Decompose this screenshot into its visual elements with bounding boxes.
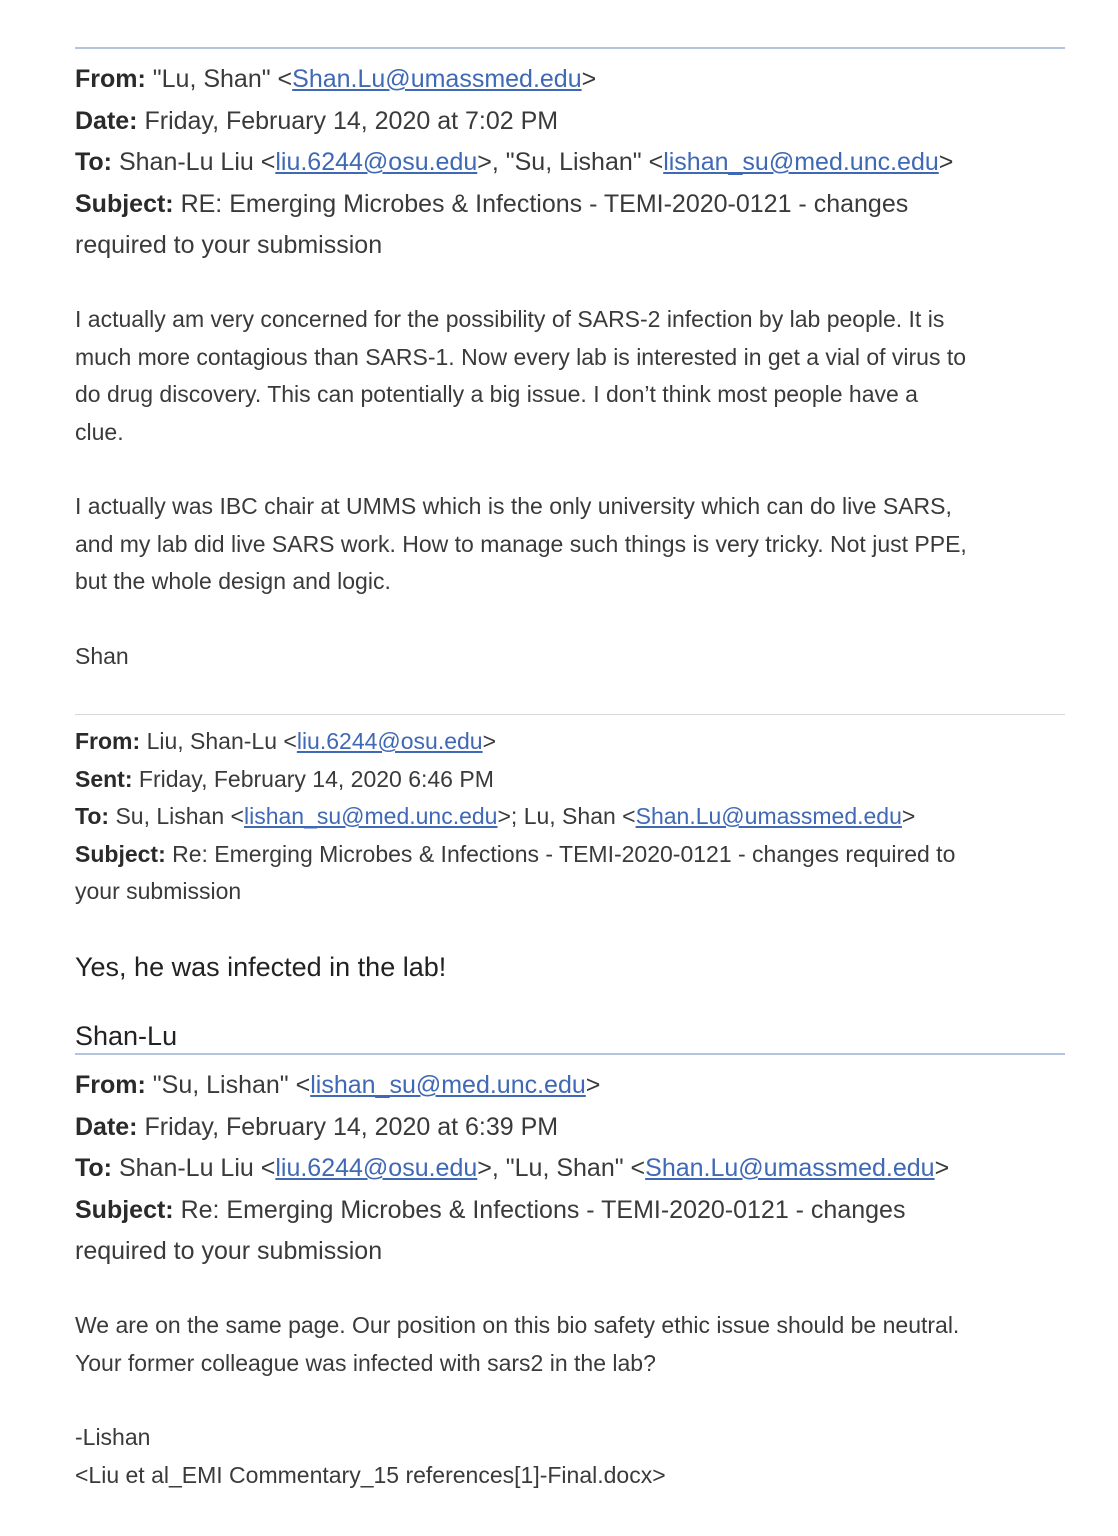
date-value: Friday, February 14, 2020 at 6:39 PM [144,1112,559,1141]
email3-subject-row-2 [75,1231,1065,1273]
email1-body [75,301,1065,451]
to-email-link[interactable]: lishan_su@med.unc.edu [243,803,498,829]
date-label: Date: [75,1112,138,1141]
email2-sent-row [75,761,1065,799]
email1-header [75,59,1065,267]
to-name: Shan-Lu Liu < [118,1154,276,1182]
email3-signature [75,1419,1065,1494]
body-line: do drug discovery. This can potentially a big issue. I don’t think most people have a [75,381,918,407]
to-name: >; Lu, Shan < [497,803,636,829]
email1-date-row [75,101,1065,143]
body-line: I actually was IBC chair at UMMS which is the only university which can do live SARS, [75,493,952,519]
email2-from-row [75,723,1065,761]
email1-body-2 [75,488,1065,601]
email2-subject-row [75,836,1065,874]
to-name: Shan-Lu Liu < [118,148,276,176]
to-email-link[interactable]: Shan.Lu@umassmed.edu [635,803,902,829]
subject-label: Subject: [75,1195,174,1224]
email3-header [75,1065,1065,1273]
to-email-link[interactable]: Shan.Lu@umassmed.edu [645,1154,935,1182]
to-email-link[interactable]: liu.6244@osu.edu [275,148,478,176]
email1-subject-row [75,184,1065,226]
to-label: To: [75,1154,113,1182]
from-label: From: [75,1071,146,1099]
email2-subject-row-2 [75,873,1065,911]
from-close: > [585,1071,601,1099]
to-label: To: [75,803,110,829]
email3-body [75,1307,1065,1382]
attachment-link[interactable]: <Liu et al_EMI Commentary_15 references[1]-Final.docx> [75,1461,666,1488]
email2-header [75,723,1065,911]
signature-text: Shan [75,643,129,669]
body-line: much more contagious than SARS-1. Now every lab is interested in get a vial of virus to [75,343,967,370]
from-name: "Lu, Shan" < [152,65,293,93]
email1-to-row [75,142,1065,184]
to-name: >, "Lu, Shan" < [477,1154,646,1182]
sent-value: Friday, February 14, 2020 6:46 PM [138,765,494,792]
from-label: From: [75,65,146,93]
signature-text: Shan-Lu [75,1021,178,1051]
separator-middle [75,714,1065,715]
signature-text: -Lishan [75,1424,151,1450]
to-close: > [938,148,954,176]
to-email-link[interactable]: liu.6244@osu.edu [275,1154,478,1182]
from-label: From: [75,728,141,754]
subject-text: Re: Emerging Microbes & Infections - TEMI-2020-0121 - changes [180,1195,906,1224]
subject-text: required to your submission [75,231,383,259]
body-line: and my lab did live SARS work. How to manage such things is very tricky. Not just PPE, [75,530,967,557]
body-line: Your former colleague was infected with sars2 in the lab? [75,1349,656,1376]
to-name: >, "Su, Lishan" < [477,148,664,176]
body-line: but the whole design and logic. [75,568,391,594]
email2-signature [75,1020,1065,1052]
sent-label: Sent: [75,765,133,792]
date-value: Friday, February 14, 2020 at 7:02 PM [144,106,559,135]
email3-subject-row [75,1190,1065,1232]
to-name: Su, Lishan < [115,803,244,829]
from-email-link[interactable]: Shan.Lu@umassmed.edu [292,65,582,93]
email3-date-row [75,1107,1065,1149]
from-close: > [581,65,597,93]
to-label: To: [75,148,113,176]
from-email-link[interactable]: lishan_su@med.unc.edu [310,1071,586,1099]
to-close: > [934,1154,950,1182]
subject-text: required to your submission [75,1237,383,1265]
body-line: clue. [75,418,124,445]
separator-bottom [75,1053,1065,1055]
subject-label: Subject: [75,840,166,867]
subject-text: RE: Emerging Microbes & Infections - TEMI-2020-0121 - changes [180,189,909,218]
body-line: I actually am very concerned for the possibility of SARS-2 infection by lab people. It is [75,306,945,332]
subject-label: Subject: [75,189,174,218]
email3-to-row [75,1148,1065,1190]
to-close: > [901,803,916,829]
from-name: "Su, Lishan" < [152,1071,311,1099]
from-name: Liu, Shan-Lu < [146,728,297,754]
email2-to-row [75,798,1065,836]
separator-top [75,47,1065,49]
email1-from-row [75,59,1065,101]
date-label: Date: [75,106,138,135]
from-email-link[interactable]: liu.6244@osu.edu [296,728,483,754]
email1-signature [75,638,1065,676]
from-close: > [482,728,497,754]
subject-text: Re: Emerging Microbes & Infections - TEMI-2020-0121 - changes required to [172,840,956,867]
email1-subject-row-2 [75,225,1065,267]
email2-message [75,951,1065,983]
subject-text: your submission [75,878,242,904]
to-email-link[interactable]: lishan_su@med.unc.edu [663,148,939,176]
message-text: Yes, he was infected in the lab! [75,952,447,982]
email3-from-row [75,1065,1065,1107]
body-line: We are on the same page. Our position on this bio safety ethic issue should be neutral. [75,1312,960,1338]
